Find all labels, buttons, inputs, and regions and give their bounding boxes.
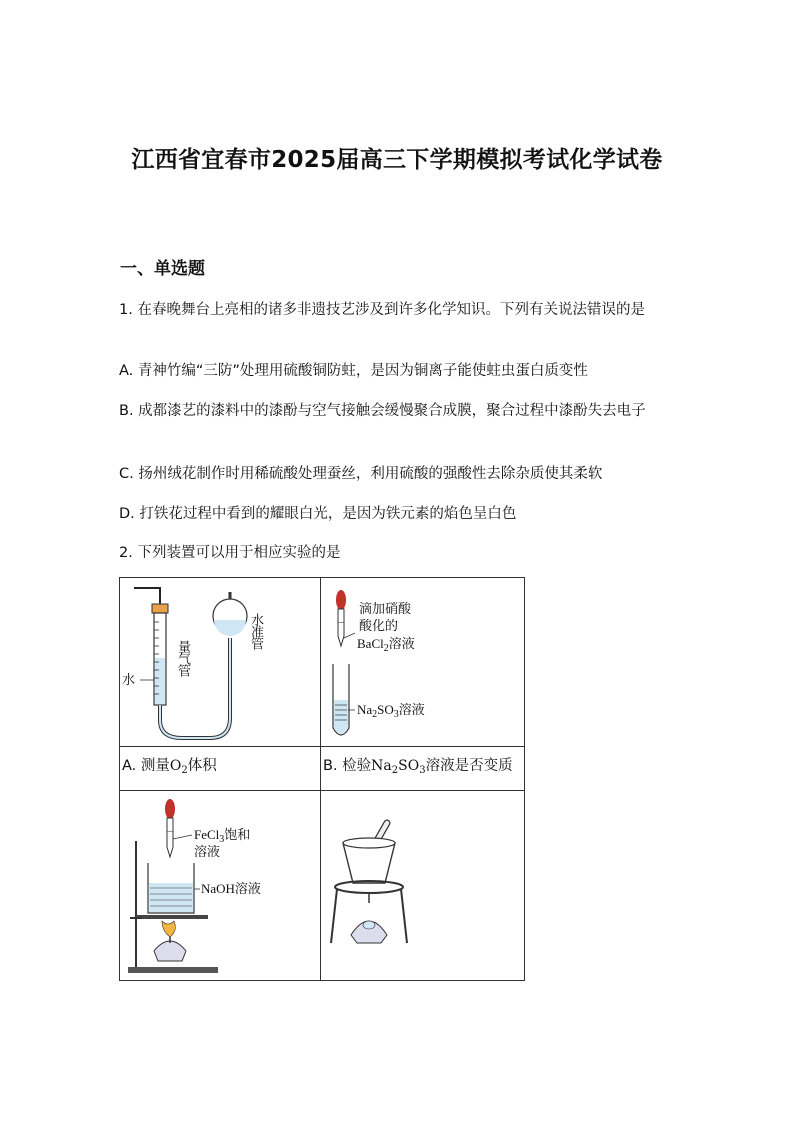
- question-1-option-c: C. 扬州绒花制作时用稀硫酸处理蚕丝，利用硫酸的强酸性去除杂质使其柔软: [119, 466, 603, 482]
- question-2-stem: 2. 下列装置可以用于相应实验的是: [119, 545, 341, 561]
- fecl3-dropper-label: FeCl$_3$饱和: [194, 827, 251, 845]
- figure-b-cell: [321, 578, 525, 747]
- question-1-option-b: B. 成都漆艺的漆料中的漆酚与空气接触会缓慢聚合成膜，聚合过程中漆酚失去电子: [119, 403, 646, 419]
- bacl2-label: BaCl$_2$溶液: [357, 636, 415, 654]
- question-1-stem: 1. 在春晚舞台上亮相的诸多非遗技艺涉及到许多化学知识。下列有关说法错误的是: [119, 302, 645, 318]
- figure-b-caption: B. 检验$Na_2SO_3$溶液是否变质: [321, 747, 525, 791]
- na2so3-tube-label: $Na_2SO_3$溶液: [357, 702, 425, 720]
- dropper-label-line1: 滴加硝酸: [359, 601, 412, 616]
- figure-d-cell: [321, 791, 525, 981]
- figure-a-cell: [120, 578, 321, 747]
- section-heading: 一、单选题: [120, 259, 205, 279]
- dropper-label-line2: 酸化的: [359, 618, 399, 633]
- figure-a-caption: A. 测量$O_2$体积: [120, 747, 321, 791]
- water-level-tube-label: 水准管: [248, 613, 263, 649]
- gas-burette-label: 量气管: [175, 640, 190, 676]
- evaporating-dish-on-tripod-illustration: [321, 791, 524, 980]
- apparatus-figure-table: [119, 577, 525, 981]
- water-label: 水: [122, 673, 136, 688]
- question-1-option-a: A. 青神竹编“三防”处理用硫酸铜防蛀，是因为铜离子能使蛀虫蛋白质变性: [119, 363, 588, 379]
- gas-burette-apparatus-illustration: [120, 578, 320, 746]
- figure-c-cell: [120, 791, 321, 981]
- fecl3-dropper-label-line2: 溶液: [194, 844, 221, 859]
- question-1-option-d: D. 打铁花过程中看到的耀眼白光，是因为铁元素的焰色呈白色: [119, 506, 517, 522]
- page-title: 江西省宜春市2025届高三下学期模拟考试化学试卷: [131, 147, 663, 173]
- naoh-beaker-label: NaOH溶液: [201, 881, 261, 896]
